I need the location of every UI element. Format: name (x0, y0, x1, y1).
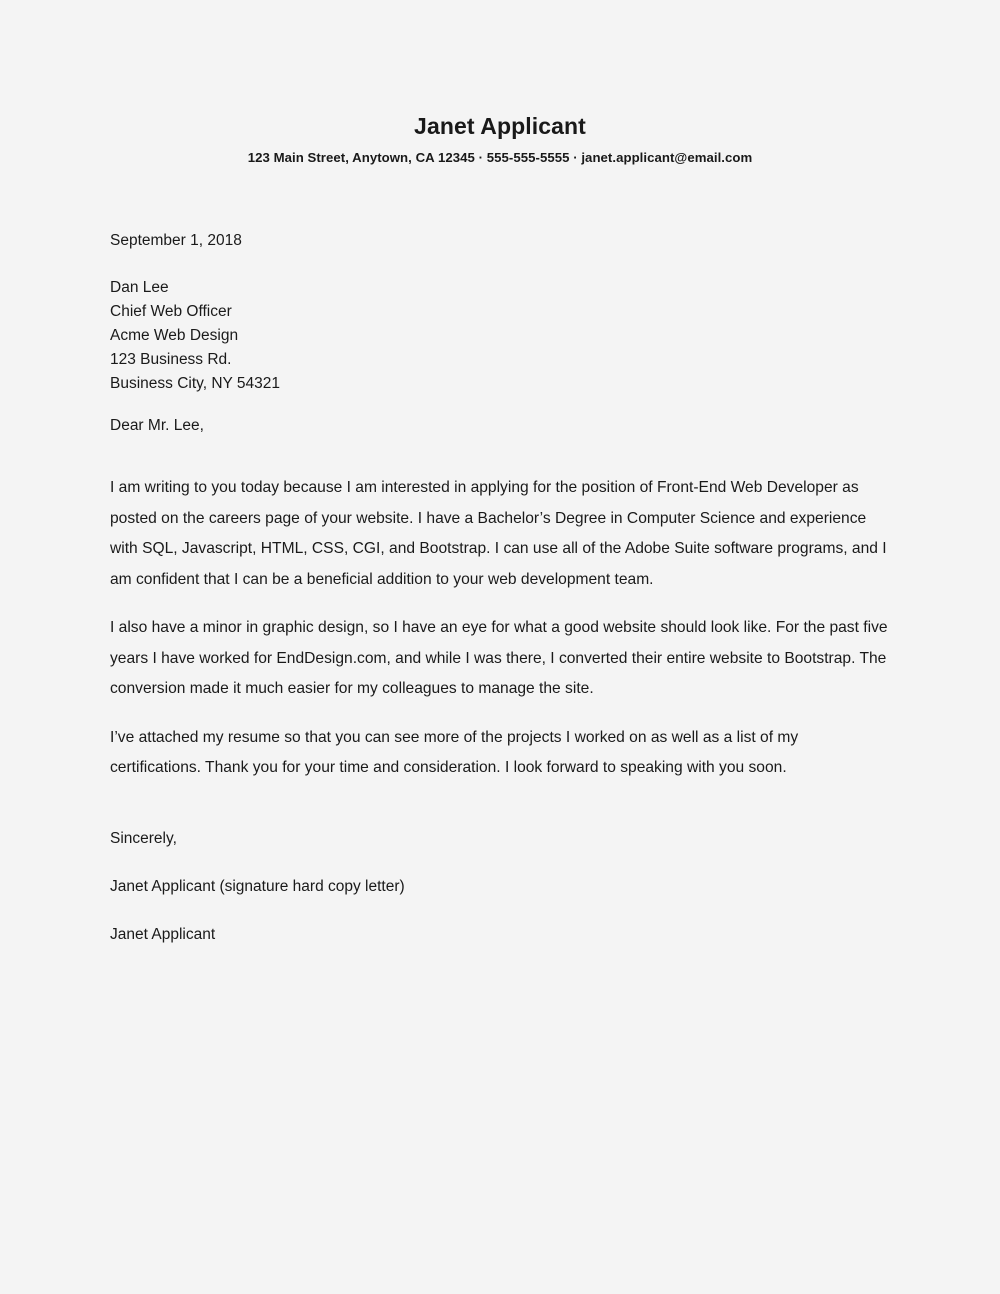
recipient-company: Acme Web Design (110, 327, 239, 344)
recipient-address-block (110, 276, 888, 396)
letter-closing-block (110, 827, 888, 947)
letter-paragraph-2: I also have a minor in graphic design, so I have an eye for what a good website should look like. For the past five years I have worked for EndDesign.com, and while I was there, I converted their entire website to Bootstrap. The conversion made it much easier for my colleagues to manage the site. (110, 619, 888, 697)
signature-placeholder: Janet Applicant (signature hard copy letter) (110, 877, 405, 895)
typed-signer-name: Janet Applicant (110, 925, 216, 943)
recipient-name: Dan Lee (110, 279, 169, 296)
letterhead-name: Janet Applicant (414, 113, 586, 139)
closing-valediction: Sincerely, (110, 829, 177, 847)
letter-paragraphs (110, 473, 888, 784)
letterhead (0, 0, 1000, 167)
letter-body (110, 167, 888, 947)
letter-date: September 1, 2018 (110, 232, 242, 249)
letter-paragraph-1: I am writing to you today because I am interested in applying for the position of Front-End Web Developer as posted on the careers page of your website. I have a Bachelor’s Degree in Computer Science and experience with SQL, Javascript, HTML, CSS, CGI, and Bootstrap. I can use all of the Adobe Suite software programs, and I am confident that I can be a beneficial addition to your web development team. (110, 479, 887, 588)
recipient-city-state-zip: Business City, NY 54321 (110, 375, 281, 392)
letterhead-contact-line: 123 Main Street, Anytown, CA 12345 · 555-555-5555 · janet.applicant@email.com (247, 150, 753, 165)
recipient-title: Chief Web Officer (110, 303, 232, 320)
salutation: Dear Mr. Lee, (110, 417, 204, 434)
letter-paragraph-3: I’ve attached my resume so that you can see more of the projects I worked on as well as a list of my certifications. Thank you for your time and consideration. I look forward to speaking with you soon. (110, 728, 799, 776)
recipient-street: 123 Business Rd. (110, 351, 232, 368)
